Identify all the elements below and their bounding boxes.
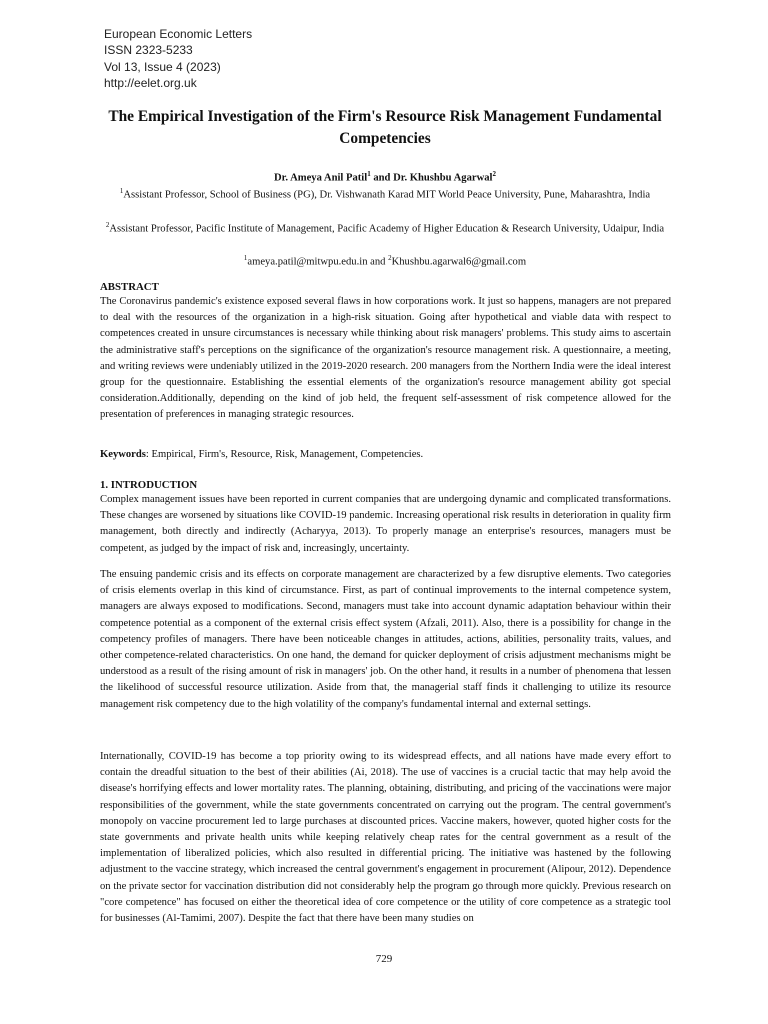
paragraph-text: Complex management issues have been reported in current companies that are undergoing dynamic and complicated transformations. These changes are worsened by situations like COVID-19 pandemic. Increasing operational risk results in deterioration in quality firm management, both directly and indirectly (Acharyya, 2013). To properly manage an enterprise's resources, managers must be competent, as judged by the impact of risk and, increasingly, uncertainty. [100, 494, 671, 554]
journal-header [104, 26, 252, 92]
author-1: Dr. Ameya Anil Patil [274, 172, 368, 184]
journal-url: http://eelet.org.uk [104, 76, 197, 91]
journal-issn: ISSN 2323-5233 [104, 43, 193, 58]
paper-title: The Empirical Investigation of the Firm's Resource Risk Management Fundamental Competencies [108, 108, 662, 147]
affiliation-1-text: Assistant Professor, School of Business (PG), Dr. Vishwanath Karad MIT World Peace University, Pune, Maharashtra, India [123, 189, 651, 201]
email-1-sup: 1 [243, 254, 248, 262]
paragraph-text: Internationally, COVID-19 has become a top priority owing to its widespread effects, and all nations have made every effort to contain the dreadful situation to the best of their abilities (Ai, 2018). The use of vaccines is a crucial tactic that may help avoid the disease's horrifying effects and lower mortality rates. The planning, obtaining, distributing, and pricing of the vaccinations were major responsibilities of the government, while the state governments concentrated on carrying out the program. The central government's monopoly on vaccine procurement led to large purchases at discounted prices. Vaccine makers, however, quoted higher costs for the state governments and private health units while keeping relatively cheap rates for the central government as a result of the implementation of liberalized policies, which also resulted in differential pricing. The initiative was hastened by the following adjustment to the vaccine strategy, which increased the central government's engagement in procurement (Alipour, 2012). Dependence on the private sector for vaccination distribution did not considerably help the program go through more quickly. Previous research on "core competence" has focused on either the theoretical idea of core competence or the utility of core competence as a strategic tool for businesses (Al-Tamimi, 2007). Despite the fact that there have been many studies on [100, 751, 671, 925]
author-2-sup: 2 [492, 170, 496, 178]
intro-paragraph-1 [100, 492, 671, 557]
abstract-heading: ABSTRACT [100, 281, 159, 293]
keywords-label: Keywords [100, 449, 146, 460]
journal-volume: Vol 13, Issue 4 (2023) [104, 59, 221, 74]
abstract-text [100, 294, 671, 424]
journal-name: European Economic Letters [104, 27, 253, 41]
affiliation-2-sup: 2 [105, 221, 110, 229]
author-1-sup: 1 [367, 170, 371, 178]
affiliation-2-text: Assistant Professor, Pacific Institute of Management, Pacific Academy of Higher Education & Research University, Udaipur, India [109, 223, 665, 235]
keywords-text: : Empirical, Firm's, Resource, Risk, Management, Competencies. [145, 449, 424, 460]
affiliation-1-sup: 1 [119, 187, 124, 195]
paragraph-text: The ensuing pandemic crisis and its effects on corporate management are characterized by a few disruptive elements. Two categories of crisis elements overlap in this kind of circumstance. First, as part of continual improvements to the internal competence system, managers are always exposed to modifications. Second, managers must take into account dynamic adaptation behaviour within their competence potential as a component of the external crisis effect system (Afzali, 2011). Also, there is a possibility for change in the competency profiles of managers. There have been noticeable changes in attitudes, actions, abilities, personality traits, values, and other competence-related characteristics. On one hand, the demand for quicker deployment of crisis adjustment mechanisms might be understood as a result of the rising amount of risk in managers' job. On the other hand, it results in a number of phenomena that lessen the likelihood of successful resource utilization. Aside from that, the managerial staff finds it challenging to utilize its resource management risk competency due to the high volatility of the company's fundamental internal and external settings. [100, 569, 671, 710]
author-emails [96, 250, 674, 271]
abstract-paragraph: The Coronavirus pandemic's existence exposed several flaws in how corporations work. It just so happens, managers are not prepared to deal with the resources of the organization in a high-risk situation. Going after hypothetical and viable data with respect to competences created in unsure circumstances is necessary while thinking about risk managers' problems. This study aims to ascertain the administrative staff's perceptions on the significance of the organization's resource management risk. A questionnaire, a meeting, and writing reviews were undeniably utilized in the 2019-2020 research. 200 managers from the Northern India were the ideal interest group for the questionnaire. Establishing the essential elements of the organization's resource management ability got special consideration.Additionally, depending on the kind of job held, the frequent self-assessment of risk competence allowed for the presentation of preferences in managing strategic resources. [100, 296, 671, 421]
author-and: and [370, 172, 394, 184]
affiliation-1 [96, 183, 674, 204]
intro-paragraph-3 [100, 749, 671, 927]
affiliation-2 [96, 217, 674, 238]
email-2-sup: 2 [388, 254, 392, 262]
keywords-line [100, 448, 671, 462]
email-1: ameya.patil@mitwpu.edu.in [247, 256, 368, 268]
intro-paragraph-2 [100, 567, 671, 713]
page-number: 729 [375, 953, 393, 965]
email-2: Khushbu.agarwal6@gmail.com [391, 256, 527, 268]
introduction-heading: 1. INTRODUCTION [100, 479, 198, 491]
email-and: and [367, 256, 389, 268]
author-2: Dr. Khushbu Agarwal [393, 172, 493, 184]
